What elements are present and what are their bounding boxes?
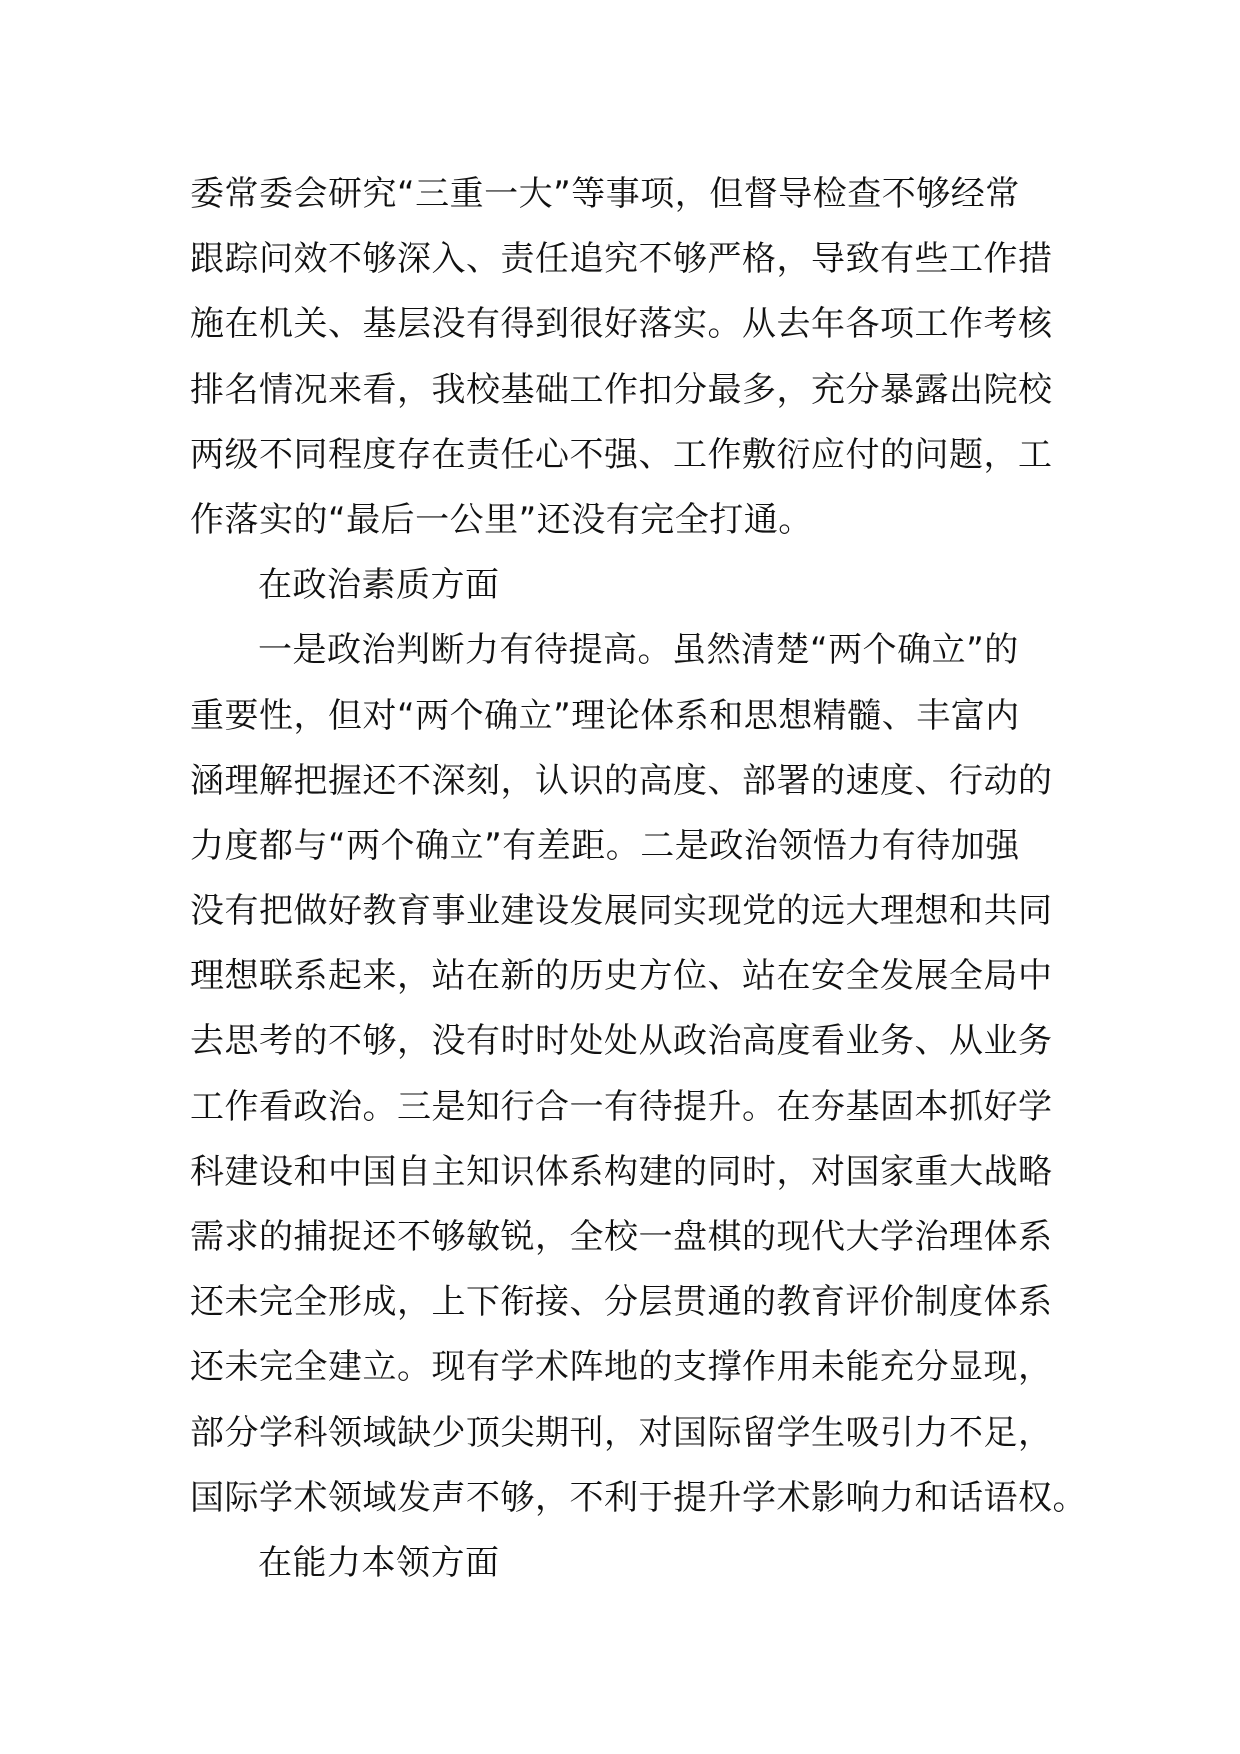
text-line: 两级不同程度存在责任心不强、工作敷衍应付的问题，工: [190, 434, 1053, 475]
text-line: 需求的捕捉还不够敏锐，全校一盘棋的现代大学治理体系: [190, 1217, 1053, 1257]
text-line: 还未完全建立。现有学术阵地的支撑作用未能充分显现，: [190, 1347, 1053, 1388]
text-line: 理想联系起来，站在新的历史方位、站在安全发展全局中: [190, 956, 1053, 997]
text-line: 作落实的“最后一公里”还没有完全打通。: [190, 499, 813, 540]
text-line: 涵理解把握还不深刻，认识的高度、部署的速度、行动的: [190, 760, 1053, 801]
text-line: 施在机关、基层没有得到很好落实。从去年各项工作考核: [190, 304, 1053, 345]
text-line: 去思考的不够，没有时时处处从政治高度看业务、从业务: [190, 1021, 1053, 1062]
section-heading: 在政治素质方面: [258, 565, 500, 606]
text-line: 没有把做好教育事业建设发展同实现党的远大理想和共同: [190, 891, 1053, 932]
text-line: 还未完全形成，上下衔接、分层贯通的教育评价制度体系: [190, 1282, 1053, 1323]
text-line: 重要性，但对“两个确立”理论体系和思想精髓、丰富内: [190, 695, 1020, 736]
text-line: 国际学术领域发声不够，不利于提升学术影响力和话语权。: [190, 1477, 1087, 1518]
text-line: 科建设和中国自主知识体系构建的同时，对国家重大战略: [190, 1151, 1053, 1192]
text-line: 跟踪问效不够深入、责任追究不够严格，导致有些工作措: [190, 239, 1053, 280]
text-line: 部分学科领域缺少顶尖期刊，对国际留学生吸引力不足，: [190, 1412, 1053, 1453]
text-line: 委常委会研究“三重一大”等事项，但督导检查不够经常: [190, 174, 1020, 214]
text-line: 力度都与“两个确立”有差距。二是政治领悟力有待加强: [190, 825, 1020, 866]
section-heading: 在能力本领方面: [258, 1542, 500, 1583]
text-line: 工作看政治。三是知行合一有待提升。在夯基固本抓好学: [190, 1086, 1053, 1127]
text-line: 排名情况来看，我校基础工作扣分最多，充分暴露出院校: [190, 369, 1053, 410]
paragraph-first-line: 一是政治判断力有待提高。虽然清楚“两个确立”的: [258, 630, 1019, 671]
document-body: [190, 162, 1087, 1596]
